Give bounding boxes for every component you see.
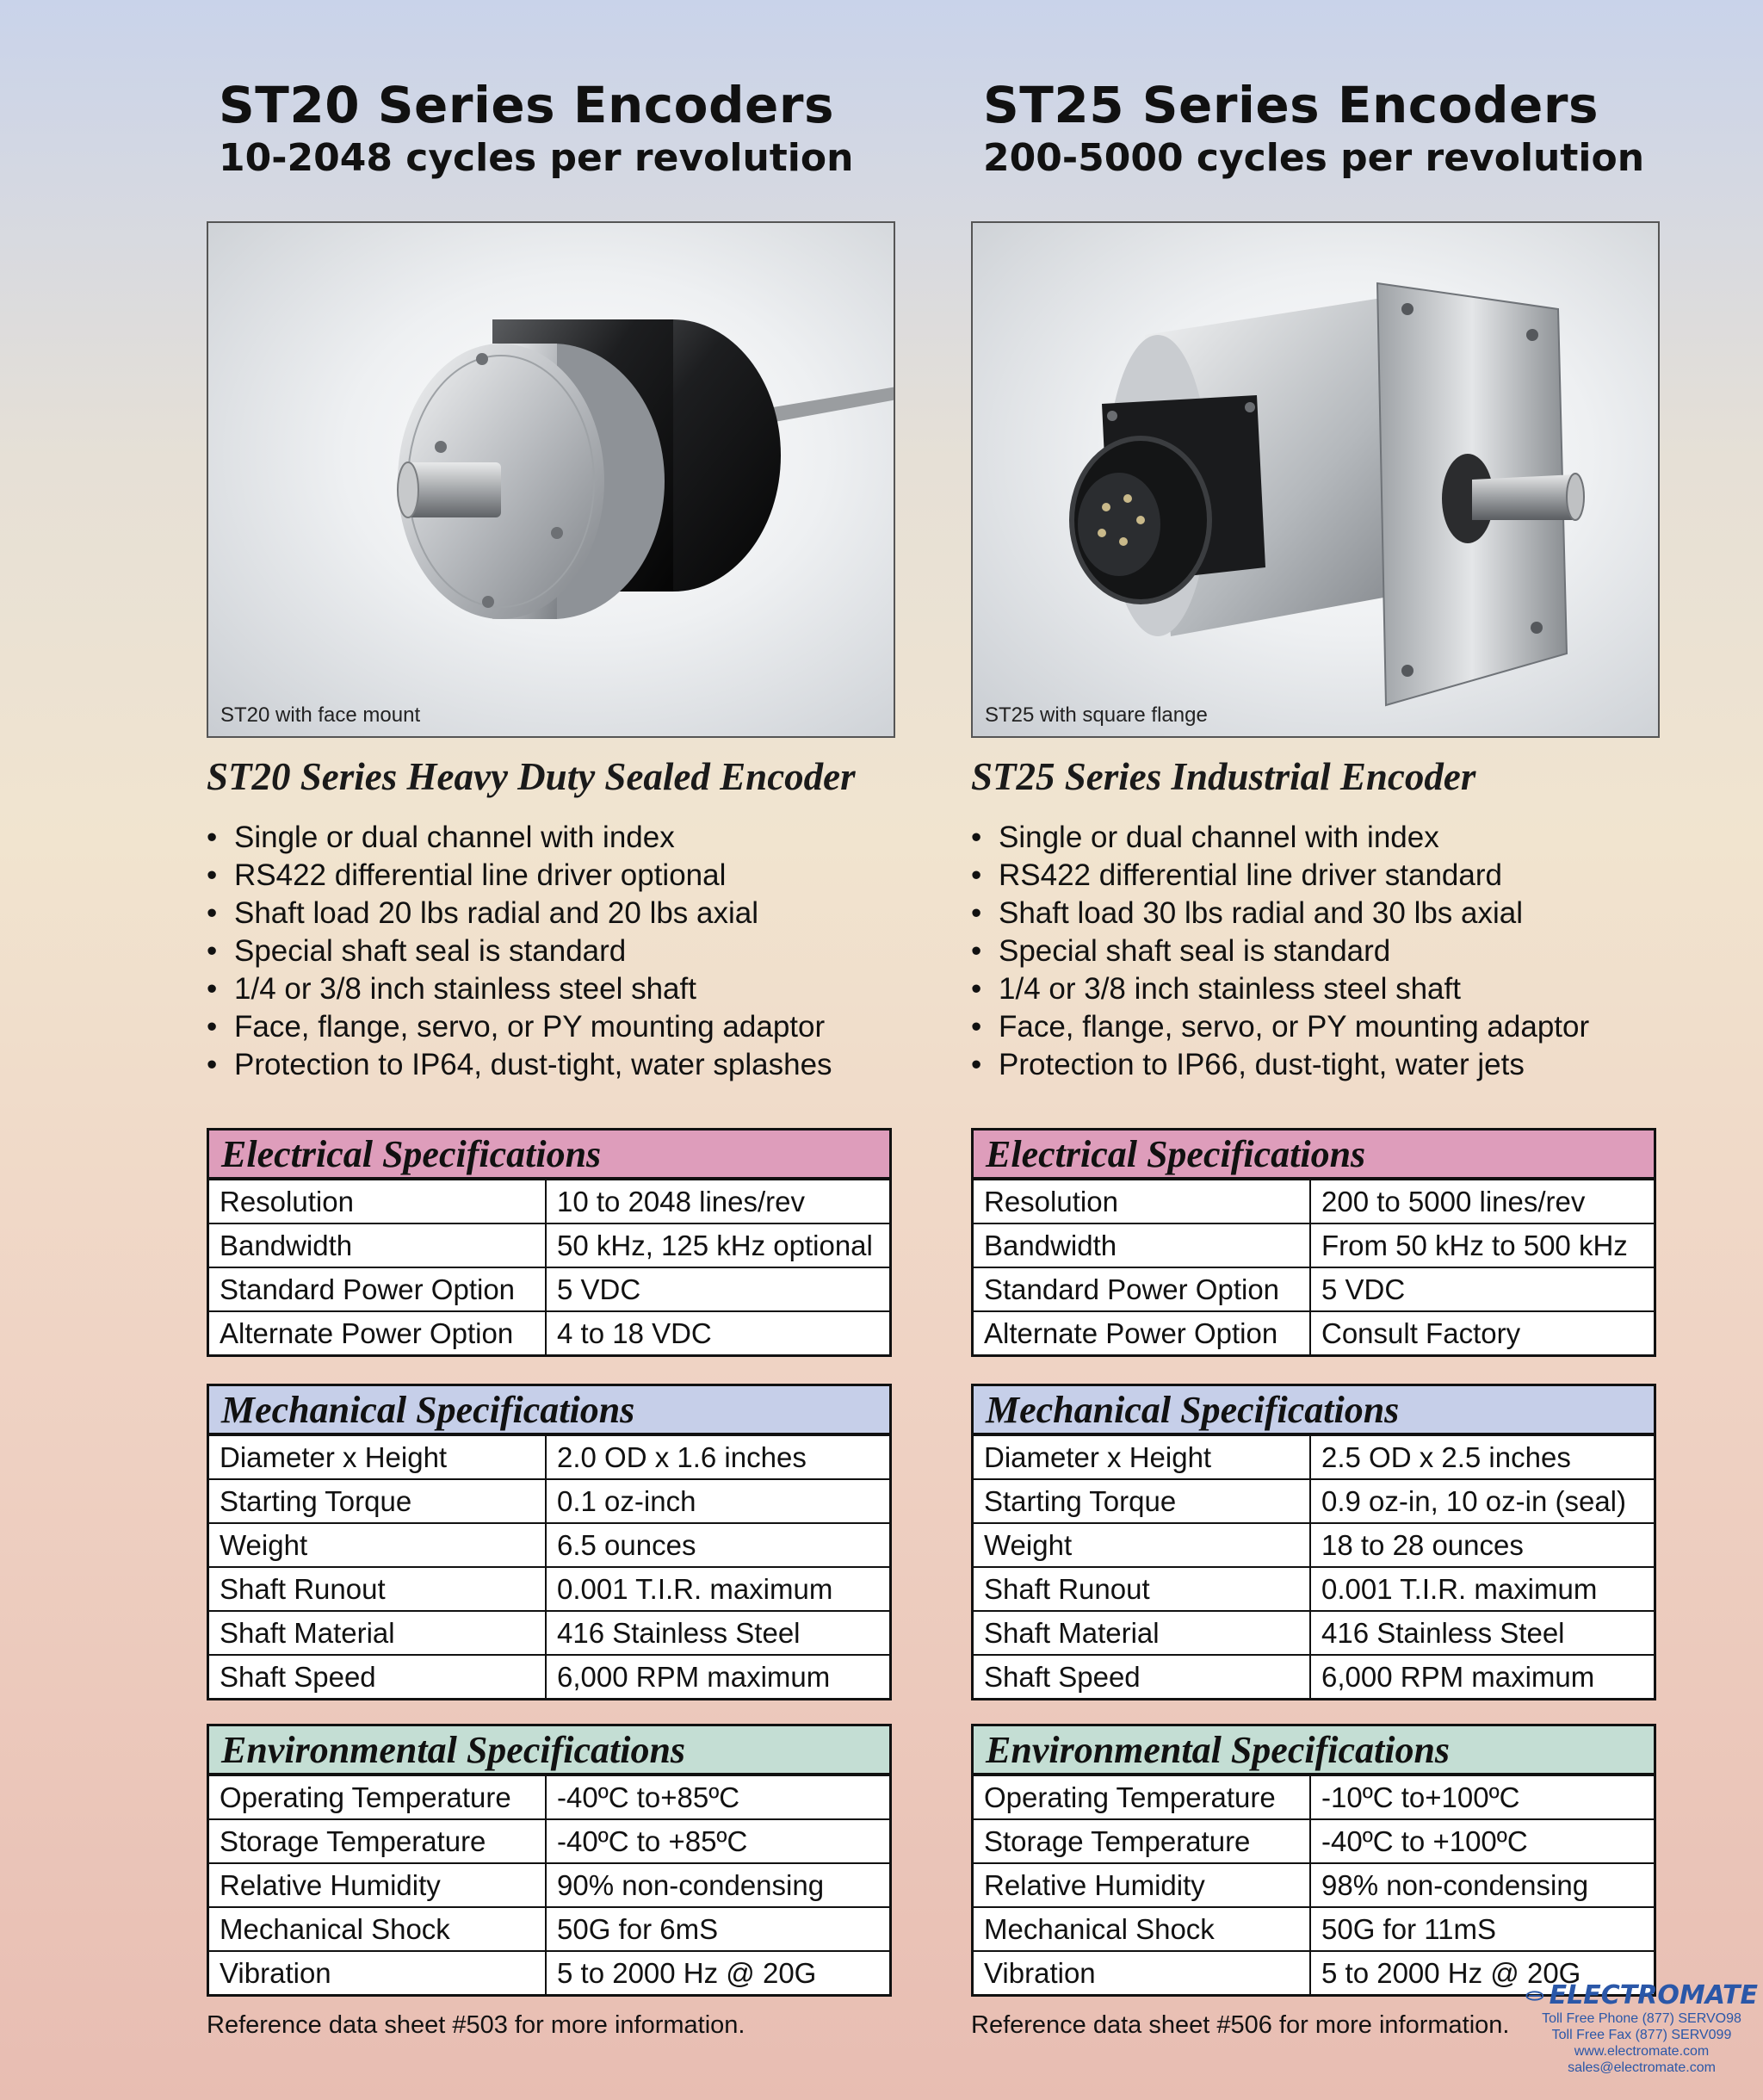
spec-label: Shaft Runout (974, 1568, 1311, 1610)
feature-item: • 1/4 or 3/8 inch stainless steel shaft (207, 970, 832, 1008)
table-row (209, 1862, 889, 1906)
spec-label: Vibration (974, 1952, 1311, 1994)
spec-value: -40ºC to+85ºC (557, 1781, 740, 1813)
spec-label: Diameter x Height (974, 1436, 1311, 1478)
product-heading: ST20 Series Heavy Duty Sealed Encoder (207, 755, 856, 798)
spec-table-title: Electrical Specifications (209, 1131, 889, 1179)
reference-note: Reference data sheet #503 for more information. (207, 2011, 745, 2039)
feature-item: • RS422 differential line driver optional (207, 857, 832, 895)
product-photo-st25 (971, 221, 1660, 738)
spec-label: Resolution (209, 1180, 547, 1223)
table-row (974, 1862, 1654, 1906)
table-row (209, 1179, 889, 1223)
spec-label: Bandwidth (974, 1224, 1311, 1267)
spec-label: Shaft Material (209, 1612, 547, 1654)
spec-value: 2.5 OD x 2.5 inches (1321, 1441, 1571, 1473)
spec-label: Alternate Power Option (209, 1312, 547, 1354)
spec-label: Shaft Speed (209, 1656, 547, 1698)
electromate-contact-block (1525, 1980, 1758, 2076)
spec-value: 200 to 5000 lines/rev (1321, 1186, 1586, 1217)
feature-item: • Face, flange, servo, or PY mounting adaptor (971, 1008, 1589, 1046)
spec-label: Storage Temperature (209, 1820, 547, 1862)
website-link[interactable]: www.electromate.com (1574, 2044, 1710, 2059)
spec-label: Weight (974, 1524, 1311, 1566)
spec-label: Resolution (974, 1180, 1311, 1223)
table-row (209, 1310, 889, 1354)
feature-item: • Shaft load 20 lbs radial and 20 lbs axial (207, 895, 832, 932)
spec-value: 416 Stainless Steel (557, 1617, 801, 1649)
feature-item: • Single or dual channel with index (971, 819, 1589, 857)
environmental-spec-table (971, 1724, 1656, 1997)
table-row (974, 1310, 1654, 1354)
spec-label: Starting Torque (974, 1480, 1311, 1522)
table-row (209, 1775, 889, 1818)
email-link[interactable]: sales@electromate.com (1568, 2060, 1716, 2075)
spec-value: -10ºC to+100ºC (1321, 1781, 1520, 1813)
mechanical-spec-table (971, 1384, 1656, 1700)
spec-table-title: Mechanical Specifications (974, 1386, 1654, 1434)
table-row (209, 1818, 889, 1862)
feature-item: • Special shaft seal is standard (971, 932, 1589, 970)
table-row (974, 1179, 1654, 1223)
spec-value: 0.001 T.I.R. maximum (557, 1573, 833, 1605)
brand-name: ELECTROMATE (1549, 1980, 1758, 2010)
product-title: ST25 Series Encoders (983, 76, 1599, 134)
spec-value: 50G for 11mS (1321, 1913, 1496, 1945)
table-row (974, 1654, 1654, 1698)
spec-label: Alternate Power Option (974, 1312, 1311, 1354)
electromate-swoosh-icon (1525, 1985, 1544, 2007)
feature-item: • Special shaft seal is standard (207, 932, 832, 970)
spec-value: 0.001 T.I.R. maximum (1321, 1573, 1598, 1605)
table-row (974, 1906, 1654, 1950)
spec-label: Relative Humidity (209, 1864, 547, 1906)
spec-label: Mechanical Shock (209, 1908, 547, 1950)
table-row (209, 1566, 889, 1610)
spec-value: From 50 kHz to 500 kHz (1321, 1230, 1628, 1261)
product-title: ST20 Series Encoders (219, 76, 835, 134)
feature-item: • RS422 differential line driver standard (971, 857, 1589, 895)
feature-item: • Shaft load 30 lbs radial and 30 lbs axial (971, 895, 1589, 932)
table-row (974, 1434, 1654, 1478)
spec-value: 90% non-condensing (557, 1869, 825, 1901)
product-heading: ST25 Series Industrial Encoder (971, 755, 1476, 798)
reference-note: Reference data sheet #506 for more information. (971, 2011, 1510, 2039)
table-row (209, 1610, 889, 1654)
spec-label: Relative Humidity (974, 1864, 1311, 1906)
spec-value: 6,000 RPM maximum (1321, 1661, 1595, 1693)
spec-value: 0.9 oz-in, 10 oz-in (seal) (1321, 1485, 1626, 1517)
spec-label: Weight (209, 1524, 547, 1566)
spec-value: 18 to 28 ounces (1321, 1529, 1524, 1561)
spec-value: 5 VDC (1321, 1273, 1406, 1305)
feature-item: • 1/4 or 3/8 inch stainless steel shaft (971, 970, 1589, 1008)
spec-value: 98% non-condensing (1321, 1869, 1589, 1901)
spec-value: Consult Factory (1321, 1317, 1521, 1349)
st20-encoder-illustration (208, 223, 894, 736)
table-row (974, 1478, 1654, 1522)
table-row (209, 1434, 889, 1478)
spec-value: 4 to 18 VDC (557, 1317, 712, 1349)
spec-value: 5 to 2000 Hz @ 20G (557, 1957, 817, 1989)
spec-value: 2.0 OD x 1.6 inches (557, 1441, 807, 1473)
feature-list (207, 819, 832, 1084)
spec-label: Shaft Speed (974, 1656, 1311, 1698)
spec-value: 0.1 oz-inch (557, 1485, 696, 1517)
spec-label: Bandwidth (209, 1224, 547, 1267)
brand-logo (1525, 1980, 1758, 2010)
spec-value: 50 kHz, 125 kHz optional (557, 1230, 873, 1261)
spec-table-title: Mechanical Specifications (209, 1386, 889, 1434)
product-photo-st20 (207, 221, 895, 738)
spec-label: Diameter x Height (209, 1436, 547, 1478)
phone-text: Toll Free Phone (877) SERVO98 (1542, 2011, 1741, 2026)
table-row (974, 1775, 1654, 1818)
table-row (209, 1478, 889, 1522)
feature-item: • Face, flange, servo, or PY mounting adaptor (207, 1008, 832, 1046)
table-row (974, 1267, 1654, 1310)
electrical-spec-table (971, 1128, 1656, 1357)
table-row (974, 1566, 1654, 1610)
spec-value: 50G for 6mS (557, 1913, 719, 1945)
table-row (209, 1950, 889, 1994)
product-subtitle: 10-2048 cycles per revolution (219, 136, 854, 180)
fax-text: Toll Free Fax (877) SERV099 (1551, 2028, 1732, 2042)
spec-value: 6,000 RPM maximum (557, 1661, 831, 1693)
spec-label: Mechanical Shock (974, 1908, 1311, 1950)
table-row (974, 1818, 1654, 1862)
table-row (209, 1522, 889, 1566)
environmental-spec-table (207, 1724, 892, 1997)
spec-value: 5 to 2000 Hz @ 20G (1321, 1957, 1581, 1989)
spec-label: Operating Temperature (974, 1776, 1311, 1818)
feature-item: • Protection to IP66, dust-tight, water jets (971, 1046, 1589, 1084)
table-row (974, 1522, 1654, 1566)
spec-table-title: Environmental Specifications (974, 1726, 1654, 1775)
spec-label: Shaft Material (974, 1612, 1311, 1654)
spec-label: Standard Power Option (974, 1268, 1311, 1310)
spec-value: -40ºC to +100ºC (1321, 1825, 1528, 1857)
product-subtitle: 200-5000 cycles per revolution (983, 136, 1645, 180)
spec-label: Vibration (209, 1952, 547, 1994)
spec-value: -40ºC to +85ºC (557, 1825, 748, 1857)
table-row (974, 1610, 1654, 1654)
spec-label: Operating Temperature (209, 1776, 547, 1818)
spec-label: Shaft Runout (209, 1568, 547, 1610)
table-row (209, 1223, 889, 1267)
st25-encoder-illustration (973, 223, 1658, 736)
spec-value: 5 VDC (557, 1273, 641, 1305)
table-row (209, 1654, 889, 1698)
spec-value: 6.5 ounces (557, 1529, 696, 1561)
table-row (209, 1906, 889, 1950)
feature-list (971, 819, 1589, 1084)
feature-item: • Single or dual channel with index (207, 819, 832, 857)
mechanical-spec-table (207, 1384, 892, 1700)
spec-label: Starting Torque (209, 1480, 547, 1522)
spec-table-title: Environmental Specifications (209, 1726, 889, 1775)
feature-item: • Protection to IP64, dust-tight, water splashes (207, 1046, 832, 1084)
photo-caption: ST25 with square flange (985, 703, 1208, 727)
spec-value: 10 to 2048 lines/rev (557, 1186, 806, 1217)
table-row (974, 1223, 1654, 1267)
table-row (209, 1267, 889, 1310)
spec-value: 416 Stainless Steel (1321, 1617, 1565, 1649)
spec-label: Storage Temperature (974, 1820, 1311, 1862)
electrical-spec-table (207, 1128, 892, 1357)
spec-table-title: Electrical Specifications (974, 1131, 1654, 1179)
photo-caption: ST20 with face mount (220, 703, 421, 727)
spec-label: Standard Power Option (209, 1268, 547, 1310)
